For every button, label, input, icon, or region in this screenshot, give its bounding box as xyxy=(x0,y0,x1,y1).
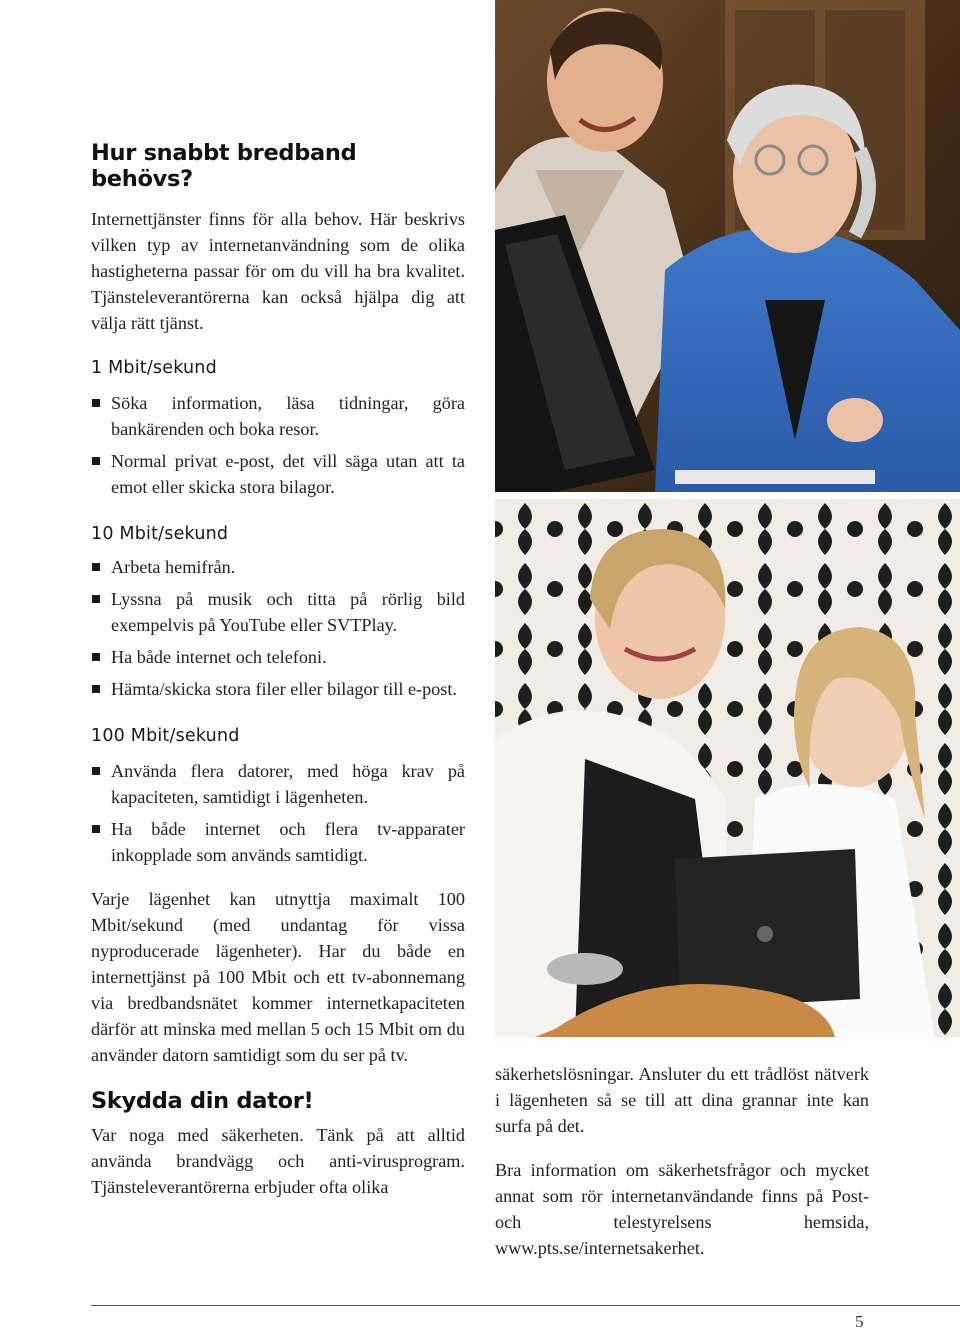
security-paragraph-right-2: Bra information om säkerhetsfrågor och mycket annat som rör internetanvändande finns på Post- och telestyrelsens hemsida, www.pts.se/internetsakerhet. xyxy=(495,1160,869,1258)
list-item: Använda flera datorer, med höga krav på kapaciteten, samtidigt i lägenheten. xyxy=(91,758,465,810)
bullet-icon xyxy=(92,825,100,833)
photo-illustration-2 xyxy=(495,499,960,1037)
list-item: Söka information, läsa tidningar, göra bankärenden och boka resor. xyxy=(91,390,465,442)
list-item: Arbeta hemifrån. xyxy=(91,554,465,580)
bullet-icon xyxy=(92,685,100,693)
page-number: 5 xyxy=(855,1312,864,1331)
tier-label-10mbit: 10 Mbit/sekund xyxy=(91,524,229,544)
tier-100mbit-list xyxy=(91,758,465,868)
photo-illustration xyxy=(495,0,960,492)
footer-divider xyxy=(91,1305,960,1306)
capacity-paragraph: Varje lägenhet kan utnyttja maximalt 100 Mbit/sekund (med undantag för vissa nyproducerade lägenheter). Har du både en internettjänst på 100 Mbit och ett tv-abonnemang via bredbandsnätet kommer internetkapaciteten därför att minska med mellan 5 och 15 Mbit om du använder datorn samtidigt som du ser på tv. xyxy=(91,889,465,1065)
tier-10mbit-list xyxy=(91,554,465,702)
security-paragraph-right-1: säkerhetslösningar. Ansluter du ett trådlöst nätverk i lägenheten så se till att dina grannar inte kan surfa på det. xyxy=(495,1064,869,1136)
right-column xyxy=(495,1061,869,1261)
tier-label-100mbit: 100 Mbit/sekund xyxy=(91,726,240,746)
security-paragraph-left: Var noga med säkerheten. Tänk på att alltid använda brandvägg och anti-virusprogram. Tjänsteleverantörerna erbjuder ofta olika xyxy=(91,1125,465,1197)
bullet-icon xyxy=(92,595,100,603)
bullet-icon xyxy=(92,563,100,571)
section-heading-security: Skydda din dator! xyxy=(91,1088,314,1114)
bullet-icon xyxy=(92,399,100,407)
list-item: Hämta/skicka stora filer eller bilagor till e-post. xyxy=(91,676,465,702)
photo-mother-and-daughter-laptop xyxy=(495,499,960,1037)
list-item: Lyssna på musik och titta på rörlig bild exempelvis på YouTube eller SVTPlay. xyxy=(91,586,465,638)
bullet-icon xyxy=(92,767,100,775)
bullet-icon xyxy=(92,457,100,465)
section-heading-speed: Hur snabbt bredband behövs? xyxy=(91,140,357,192)
list-item: Ha både internet och telefoni. xyxy=(91,644,465,670)
tier-label-1mbit: 1 Mbit/sekund xyxy=(91,358,217,378)
photo-young-man-and-grandmother xyxy=(495,0,960,492)
bullet-icon xyxy=(92,653,100,661)
intro-paragraph: Internettjänster finns för alla behov. Här beskrivs vilken typ av internetanvändning som de olika hastigheterna passar för om du vill ha bra kvalitet. Tjänsteleverantörerna kan också hjälpa dig att välja rätt tjänst. xyxy=(91,209,465,333)
left-column xyxy=(91,140,465,1200)
list-item: Normal privat e-post, det vill säga utan att ta emot eller skicka stora bilagor. xyxy=(91,448,465,500)
list-item: Ha både internet och flera tv-apparater inkopplade som används samtidigt. xyxy=(91,816,465,868)
tier-1mbit-list xyxy=(91,390,465,500)
